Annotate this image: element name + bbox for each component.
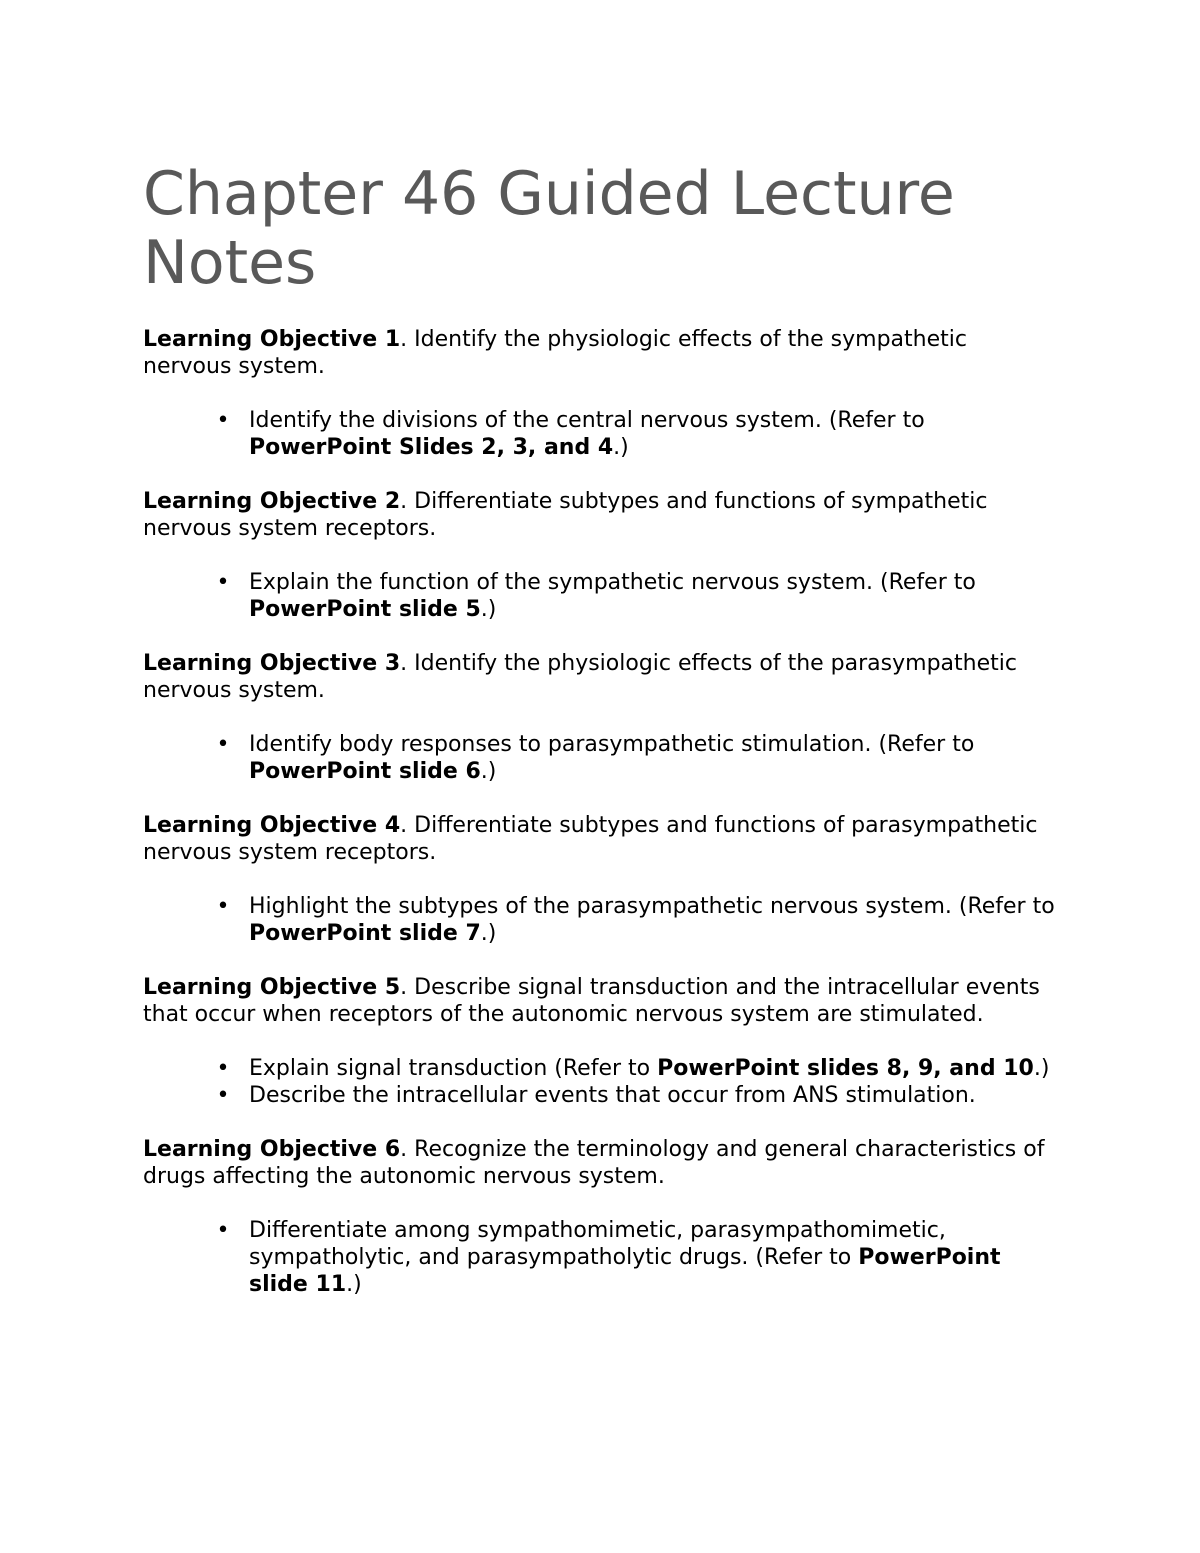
objective-bullet-list [143,893,1059,947]
objective-bullet-list [143,407,1059,461]
bullet-icon: • [216,1083,230,1108]
slide-reference: PowerPoint slides 8, 9, and 10 [657,1056,1034,1081]
objective-text: . Differentiate subtypes and functions of sympathetic nervous system receptors. [143,489,988,541]
bullet-text-end: .) [346,1272,362,1297]
objectives-list [143,326,1060,1298]
slide-reference: PowerPoint slide 11 [249,1245,1001,1297]
objective-text: . Identify the physiologic effects of the parasympathetic nervous system. [143,651,1017,703]
bullet-item [216,1082,1059,1109]
bullet-text-end: .) [613,435,629,460]
bullet-text-end: .) [480,921,497,946]
bullet-item [216,1055,1059,1082]
learning-objective-3 [143,650,1058,704]
objective-text: . Identify the physiologic effects of the sympathetic nervous system. [143,327,967,379]
bullet-text: Differentiate among sympathomimetic, parasympathomimetic, sympatholytic, and parasympatholytic drugs. (Refer to [249,1218,946,1270]
objective-bullet-list [143,1217,1059,1298]
learning-objective-6 [143,1136,1058,1190]
bullet-icon: • [216,1218,230,1243]
objective-label: Learning Objective 2 [143,489,401,514]
objective-bullet-list [143,1055,1059,1109]
learning-objective-2 [143,488,1058,542]
slide-reference: PowerPoint slide 5 [249,597,481,622]
bullet-item [216,731,1059,785]
objective-text: . Differentiate subtypes and functions of parasympathetic nervous system receptors. [143,813,1038,865]
bullet-icon: • [216,894,230,919]
slide-reference: PowerPoint slide 6 [249,759,481,784]
objective-bullet-list [143,569,1059,623]
learning-objective-1 [143,326,1058,380]
bullet-icon: • [216,408,230,433]
slide-reference: PowerPoint Slides 2, 3, and 4 [249,435,614,460]
objective-text: . Recognize the terminology and general characteristics of drugs affecting the autonomic nervous system. [143,1137,1045,1189]
bullet-item [216,569,1059,623]
bullet-text-end: .) [1033,1056,1050,1081]
bullet-item [216,893,1059,947]
objective-text: . Describe signal transduction and the intracellular events that occur when receptors of the autonomic nervous system are stimulated. [143,975,1040,1027]
bullet-text: Explain signal transduction (Refer to [249,1056,658,1081]
bullet-text: Identify body responses to parasympathetic stimulation. (Refer to [249,732,975,757]
objective-bullet-list [143,731,1059,785]
bullet-item [216,407,1059,461]
objective-label: Learning Objective 4 [143,813,401,838]
learning-objective-5 [143,974,1058,1028]
bullet-item [216,1217,1059,1298]
bullet-text: Highlight the subtypes of the parasympathetic nervous system. (Refer to [249,894,1055,919]
objective-label: Learning Objective 6 [143,1137,401,1162]
bullet-text-end: .) [480,597,497,622]
bullet-text-end: .) [480,759,497,784]
objective-label: Learning Objective 3 [143,651,401,676]
objective-label: Learning Objective 5 [143,975,401,1000]
bullet-icon: • [216,1056,230,1081]
bullet-icon: • [216,732,230,757]
learning-objective-4 [143,812,1058,866]
bullet-text: Identify the divisions of the central nervous system. (Refer to [249,408,925,433]
bullet-icon: • [216,570,230,595]
bullet-text: Describe the intracellular events that occur from ANS stimulation. [249,1083,976,1108]
bullet-text: Explain the function of the sympathetic nervous system. (Refer to [249,570,976,595]
objective-label: Learning Objective 1 [143,327,401,352]
document-title: Chapter 46 Guided Lecture Notes [143,159,955,298]
slide-reference: PowerPoint slide 7 [249,921,481,946]
